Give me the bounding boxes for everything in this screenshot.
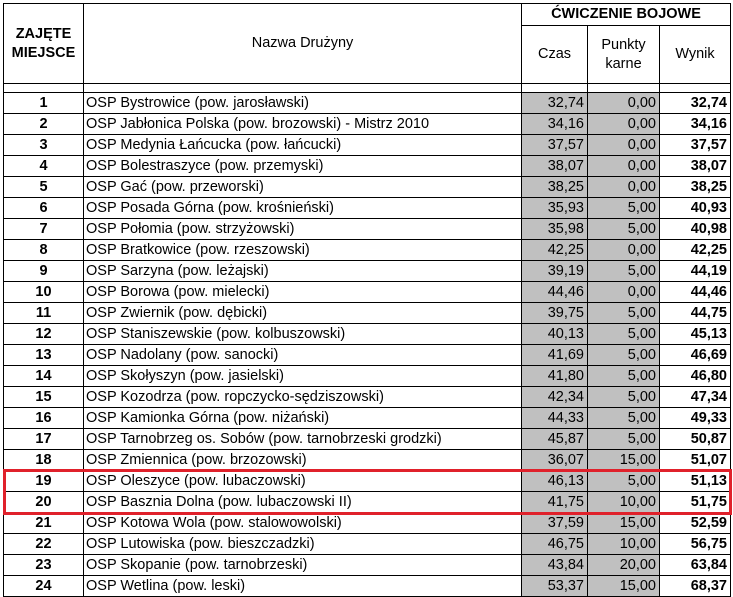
time-cell: 37,59 [522, 513, 588, 534]
spacer-cell [4, 84, 84, 93]
table-row [4, 387, 731, 408]
result-cell: 45,13 [660, 324, 731, 345]
place-cell: 20 [4, 492, 84, 513]
place-cell: 19 [4, 471, 84, 492]
penalty-cell: 5,00 [588, 429, 660, 450]
header-row-top [4, 4, 731, 26]
team-cell: OSP Lutowiska (pow. bieszczadzki) [84, 534, 522, 555]
place-cell: 17 [4, 429, 84, 450]
place-cell: 9 [4, 261, 84, 282]
table-row [4, 576, 731, 597]
table-row [4, 534, 731, 555]
place-cell: 24 [4, 576, 84, 597]
header-place-line2: MIEJSCE [11, 44, 76, 61]
penalty-cell: 0,00 [588, 240, 660, 261]
result-cell: 46,80 [660, 366, 731, 387]
penalty-cell: 0,00 [588, 93, 660, 114]
result-cell: 52,59 [660, 513, 731, 534]
place-cell: 12 [4, 324, 84, 345]
penalty-cell: 5,00 [588, 261, 660, 282]
team-cell: OSP Bolestraszyce (pow. przemyski) [84, 156, 522, 177]
header-place [4, 4, 84, 84]
result-cell: 44,19 [660, 261, 731, 282]
time-cell: 42,34 [522, 387, 588, 408]
penalty-cell: 5,00 [588, 219, 660, 240]
place-cell: 3 [4, 135, 84, 156]
result-cell: 47,34 [660, 387, 731, 408]
team-cell: OSP Kotowa Wola (pow. stalowowolski) [84, 513, 522, 534]
place-cell: 10 [4, 282, 84, 303]
table-row [4, 324, 731, 345]
time-cell: 39,75 [522, 303, 588, 324]
spacer-cell [588, 84, 660, 93]
results-table [3, 3, 731, 597]
header-place-line1: ZAJĘTE [15, 25, 72, 42]
time-cell: 35,93 [522, 198, 588, 219]
penalty-cell: 5,00 [588, 198, 660, 219]
time-cell: 44,33 [522, 408, 588, 429]
result-cell: 56,75 [660, 534, 731, 555]
time-cell: 38,07 [522, 156, 588, 177]
team-cell: OSP Zmiennica (pow. brzozowski) [84, 450, 522, 471]
penalty-cell: 15,00 [588, 513, 660, 534]
result-cell: 44,46 [660, 282, 731, 303]
team-cell: OSP Skopanie (pow. tarnobrzeski) [84, 555, 522, 576]
time-cell: 46,75 [522, 534, 588, 555]
result-cell: 49,33 [660, 408, 731, 429]
table-row [4, 303, 731, 324]
table-row [4, 450, 731, 471]
penalty-cell: 15,00 [588, 450, 660, 471]
penalty-cell: 0,00 [588, 135, 660, 156]
place-cell: 16 [4, 408, 84, 429]
team-cell: OSP Gać (pow. przeworski) [84, 177, 522, 198]
table-row [4, 492, 731, 513]
place-cell: 11 [4, 303, 84, 324]
header-event: ĆWICZENIE BOJOWE [522, 4, 731, 26]
result-cell: 38,07 [660, 156, 731, 177]
place-cell: 14 [4, 366, 84, 387]
place-cell: 5 [4, 177, 84, 198]
result-cell: 40,93 [660, 198, 731, 219]
result-cell: 42,25 [660, 240, 731, 261]
result-cell: 34,16 [660, 114, 731, 135]
team-cell: OSP Bystrowice (pow. jarosławski) [84, 93, 522, 114]
table-row [4, 408, 731, 429]
team-cell: OSP Bratkowice (pow. rzeszowski) [84, 240, 522, 261]
time-cell: 41,80 [522, 366, 588, 387]
time-cell: 46,13 [522, 471, 588, 492]
result-cell: 50,87 [660, 429, 731, 450]
table-row [4, 555, 731, 576]
table-row [4, 366, 731, 387]
time-cell: 40,13 [522, 324, 588, 345]
table-row [4, 114, 731, 135]
place-cell: 18 [4, 450, 84, 471]
time-cell: 45,87 [522, 429, 588, 450]
team-cell: OSP Oleszyce (pow. lubaczowski) [84, 471, 522, 492]
header-penalty-line2: karne [605, 55, 642, 72]
place-cell: 15 [4, 387, 84, 408]
team-cell: OSP Nadolany (pow. sanocki) [84, 345, 522, 366]
team-cell: OSP Skołyszyn (pow. jasielski) [84, 366, 522, 387]
team-cell: OSP Posada Górna (pow. krośnieński) [84, 198, 522, 219]
penalty-cell: 10,00 [588, 492, 660, 513]
penalty-cell: 5,00 [588, 366, 660, 387]
team-cell: OSP Kamionka Górna (pow. niżański) [84, 408, 522, 429]
team-cell: OSP Medynia Łańcucka (pow. łańcucki) [84, 135, 522, 156]
penalty-cell: 0,00 [588, 282, 660, 303]
result-cell: 51,75 [660, 492, 731, 513]
penalty-cell: 5,00 [588, 303, 660, 324]
team-cell: OSP Wetlina (pow. leski) [84, 576, 522, 597]
table-row [4, 345, 731, 366]
time-cell: 32,74 [522, 93, 588, 114]
table-row [4, 261, 731, 282]
header-spacer-row [4, 84, 731, 93]
table-row [4, 93, 731, 114]
table-row [4, 240, 731, 261]
result-cell: 46,69 [660, 345, 731, 366]
time-cell: 42,25 [522, 240, 588, 261]
header-result: Wynik [660, 26, 731, 84]
penalty-cell: 5,00 [588, 408, 660, 429]
spacer-cell [660, 84, 731, 93]
time-cell: 35,98 [522, 219, 588, 240]
time-cell: 36,07 [522, 450, 588, 471]
place-cell: 6 [4, 198, 84, 219]
penalty-cell: 5,00 [588, 387, 660, 408]
table-row [4, 429, 731, 450]
place-cell: 7 [4, 219, 84, 240]
penalty-cell: 15,00 [588, 576, 660, 597]
result-cell: 38,25 [660, 177, 731, 198]
penalty-cell: 5,00 [588, 345, 660, 366]
penalty-cell: 10,00 [588, 534, 660, 555]
team-cell: OSP Basznia Dolna (pow. lubaczowski II) [84, 492, 522, 513]
place-cell: 23 [4, 555, 84, 576]
result-cell: 32,74 [660, 93, 731, 114]
table-row [4, 177, 731, 198]
team-cell: OSP Połomia (pow. strzyżowski) [84, 219, 522, 240]
team-cell: OSP Kozodrza (pow. ropczycko-sędziszowski) [84, 387, 522, 408]
time-cell: 43,84 [522, 555, 588, 576]
team-cell: OSP Tarnobrzeg os. Sobów (pow. tarnobrzeski grodzki) [84, 429, 522, 450]
place-cell: 21 [4, 513, 84, 534]
result-cell: 44,75 [660, 303, 731, 324]
result-cell: 51,07 [660, 450, 731, 471]
table-body [4, 4, 731, 597]
place-cell: 4 [4, 156, 84, 177]
place-cell: 22 [4, 534, 84, 555]
time-cell: 44,46 [522, 282, 588, 303]
result-cell: 51,13 [660, 471, 731, 492]
spacer-cell [84, 84, 522, 93]
time-cell: 39,19 [522, 261, 588, 282]
table-row [4, 198, 731, 219]
place-cell: 13 [4, 345, 84, 366]
penalty-cell: 0,00 [588, 114, 660, 135]
time-cell: 41,69 [522, 345, 588, 366]
team-cell: OSP Borowa (pow. mielecki) [84, 282, 522, 303]
table-row [4, 135, 731, 156]
result-cell: 40,98 [660, 219, 731, 240]
table-row [4, 219, 731, 240]
header-penalty [588, 26, 660, 84]
place-cell: 2 [4, 114, 84, 135]
header-time: Czas [522, 26, 588, 84]
time-cell: 34,16 [522, 114, 588, 135]
table-row [4, 471, 731, 492]
table-row [4, 156, 731, 177]
team-cell: OSP Zwiernik (pow. dębicki) [84, 303, 522, 324]
penalty-cell: 5,00 [588, 324, 660, 345]
table-row [4, 282, 731, 303]
result-cell: 63,84 [660, 555, 731, 576]
header-penalty-line1: Punkty [601, 36, 646, 53]
time-cell: 38,25 [522, 177, 588, 198]
result-cell: 68,37 [660, 576, 731, 597]
table-row [4, 513, 731, 534]
place-cell: 1 [4, 93, 84, 114]
penalty-cell: 0,00 [588, 177, 660, 198]
spacer-cell [522, 84, 588, 93]
team-cell: OSP Sarzyna (pow. leżajski) [84, 261, 522, 282]
time-cell: 53,37 [522, 576, 588, 597]
team-cell: OSP Staniszewskie (pow. kolbuszowski) [84, 324, 522, 345]
result-cell: 37,57 [660, 135, 731, 156]
penalty-cell: 20,00 [588, 555, 660, 576]
team-cell: OSP Jabłonica Polska (pow. brozowski) - Mistrz 2010 [84, 114, 522, 135]
time-cell: 41,75 [522, 492, 588, 513]
header-team: Nazwa Drużyny [84, 4, 522, 84]
time-cell: 37,57 [522, 135, 588, 156]
penalty-cell: 5,00 [588, 471, 660, 492]
penalty-cell: 0,00 [588, 156, 660, 177]
place-cell: 8 [4, 240, 84, 261]
